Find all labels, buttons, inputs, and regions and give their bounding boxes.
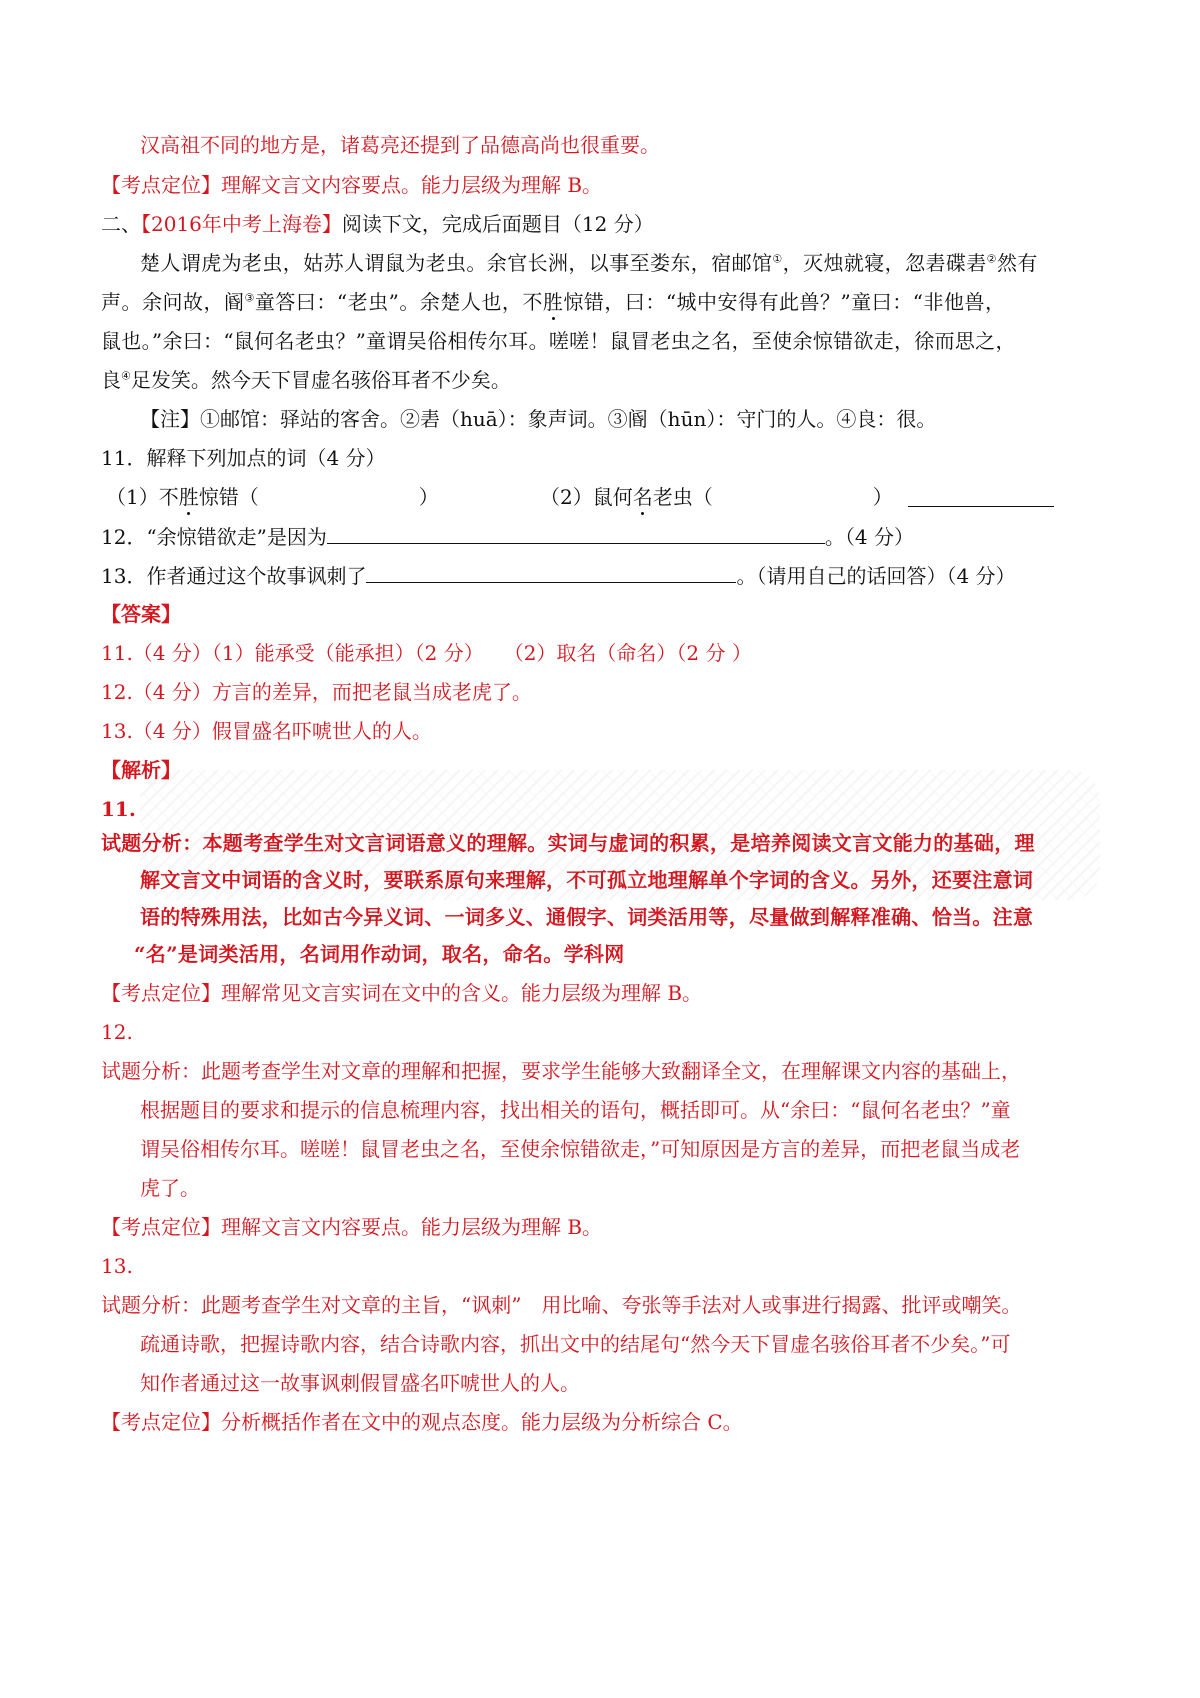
analysis-12-line-3: 谓吴俗相传尔耳。嗟嗟！鼠冒老虫之名，至使余惊错欲走，”可知原因是方言的差异，而把老鼠当成老 xyxy=(140,1137,1021,1161)
analysis-13-line-2: 疏通诗歌，把握诗歌内容，结合诗歌内容，抓出文中的结尾句“然今天下冒虚名骇俗耳者不少矣。”可 xyxy=(140,1332,1011,1356)
analysis-12-line-1: 试题分析：此题考查学生对文章的理解和把握，要求学生能够大致翻译全文，在理解课文内容的基础上， xyxy=(101,1059,1021,1083)
answer-blank-12[interactable] xyxy=(327,523,825,544)
question-12: 12．“余惊错欲走”是因为 。（4 分） xyxy=(101,525,914,549)
analysis-11-number: 11. xyxy=(101,797,136,821)
question-13: 13．作者通过这个故事讽刺了 。（请用自己的话回答）（4 分） xyxy=(101,564,1016,588)
kaodian-12: 【考点定位】理解文言文内容要点。能力层级为理解 B。 xyxy=(101,1215,603,1239)
answer-blank-13[interactable] xyxy=(366,562,736,583)
kaodian-11: 【考点定位】理解常见文言实词在文中的含义。能力层级为理解 B。 xyxy=(101,981,703,1005)
answer-line-prev: 汉高祖不同的地方是，诸葛亮还提到了品德高尚也很重要。 xyxy=(140,133,660,157)
kaodian-13: 【考点定位】分析概括作者在文中的观点态度。能力层级为分析综合 C。 xyxy=(101,1410,743,1434)
answer-11: 11.（4 分）（1）能承受（能承担）（2 分） （2）取名（命名）（2 分 ） xyxy=(101,641,752,665)
answer-blank-11[interactable] xyxy=(908,486,1054,507)
answer-12: 12.（4 分）方言的差异，而把老鼠当成老虎了。 xyxy=(101,680,532,704)
question-11: 11．解释下列加点的词（4 分） xyxy=(101,446,386,470)
analysis-12-number: 12. xyxy=(101,1020,133,1044)
question-11-part-2: （2）鼠何名老虫（ ） xyxy=(540,485,893,509)
analysis-11-line-1: 试题分析：本题考查学生对文言词语意义的理解。实词与虚词的积累，是培养阅读文言文能力的基础，理 xyxy=(101,831,1035,855)
passage-line-3: 鼠也。”余曰：“鼠何名老虫？”童谓吴俗相传尔耳。嗟嗟！鼠冒老虫之名，至使余惊错欲走，徐而思之， xyxy=(101,329,1016,353)
analysis-13-line-1: 试题分析：此题考查学生对文章的主旨，“讽刺” 用比喻、夸张等手法对人或事进行揭露、批评或嘲笑。 xyxy=(101,1293,1022,1317)
question-11-part-1: （1）不胜惊错（ ） xyxy=(106,485,439,509)
analysis-11-line-2: 解文言文中词语的含义时，要联系原句来理解，不可孤立地理解单个字词的含义。另外，还要注意词 xyxy=(140,868,1034,892)
passage-notes: 【注】①邮馆：驿站的客舍。②砉（huā）：象声词。③阍（hūn）：守门的人。④良：很。 xyxy=(140,407,937,431)
analysis-13-number: 13. xyxy=(101,1254,133,1278)
analysis-12-line-4: 虎了。 xyxy=(140,1176,200,1200)
analysis-11-line-3: 语的特殊用法，比如古今异义词、一词多义、通假字、词类活用等，尽量做到解释准确、恰当。注意 xyxy=(140,905,1034,929)
analysis-11-line-4: “名”是词类活用，名词用作动词，取名，命名。学科网 xyxy=(134,942,625,966)
answer-13: 13.（4 分）假冒盛名吓唬世人的人。 xyxy=(101,719,432,743)
section-two-heading: 二、【2016年中考上海卷】阅读下文，完成后面题目（12 分） xyxy=(101,212,654,236)
passage-line-2: 声。余问故，阍③童答曰：“老虫”。余楚人也，不胜惊错，曰：“城中安得有此兽？”童曰：“非他兽， xyxy=(101,290,1006,314)
passage-line-1: 楚人谓虎为老虫，姑苏人谓鼠为老虫。余官长洲，以事至娄东，宿邮馆①，灭烛就寝，忽砉碟砉②然有 xyxy=(140,251,1038,275)
answer-heading: 【答案】 xyxy=(101,602,181,626)
analysis-12-line-2: 根据题目的要求和提示的信息梳理内容，找出相关的语句，概括即可。从“余曰：“鼠何名老虫？”童 xyxy=(140,1098,1011,1122)
analysis-13-line-3: 知作者通过这一故事讽刺假冒盛名吓唬世人的人。 xyxy=(140,1371,580,1395)
passage-line-4: 良④足发笑。然今天下冒虚名骇俗耳者不少矣。 xyxy=(101,368,511,392)
kaodian-line-prev: 【考点定位】理解文言文内容要点。能力层级为理解 B。 xyxy=(101,173,603,197)
analysis-heading: 【解析】 xyxy=(101,758,181,782)
